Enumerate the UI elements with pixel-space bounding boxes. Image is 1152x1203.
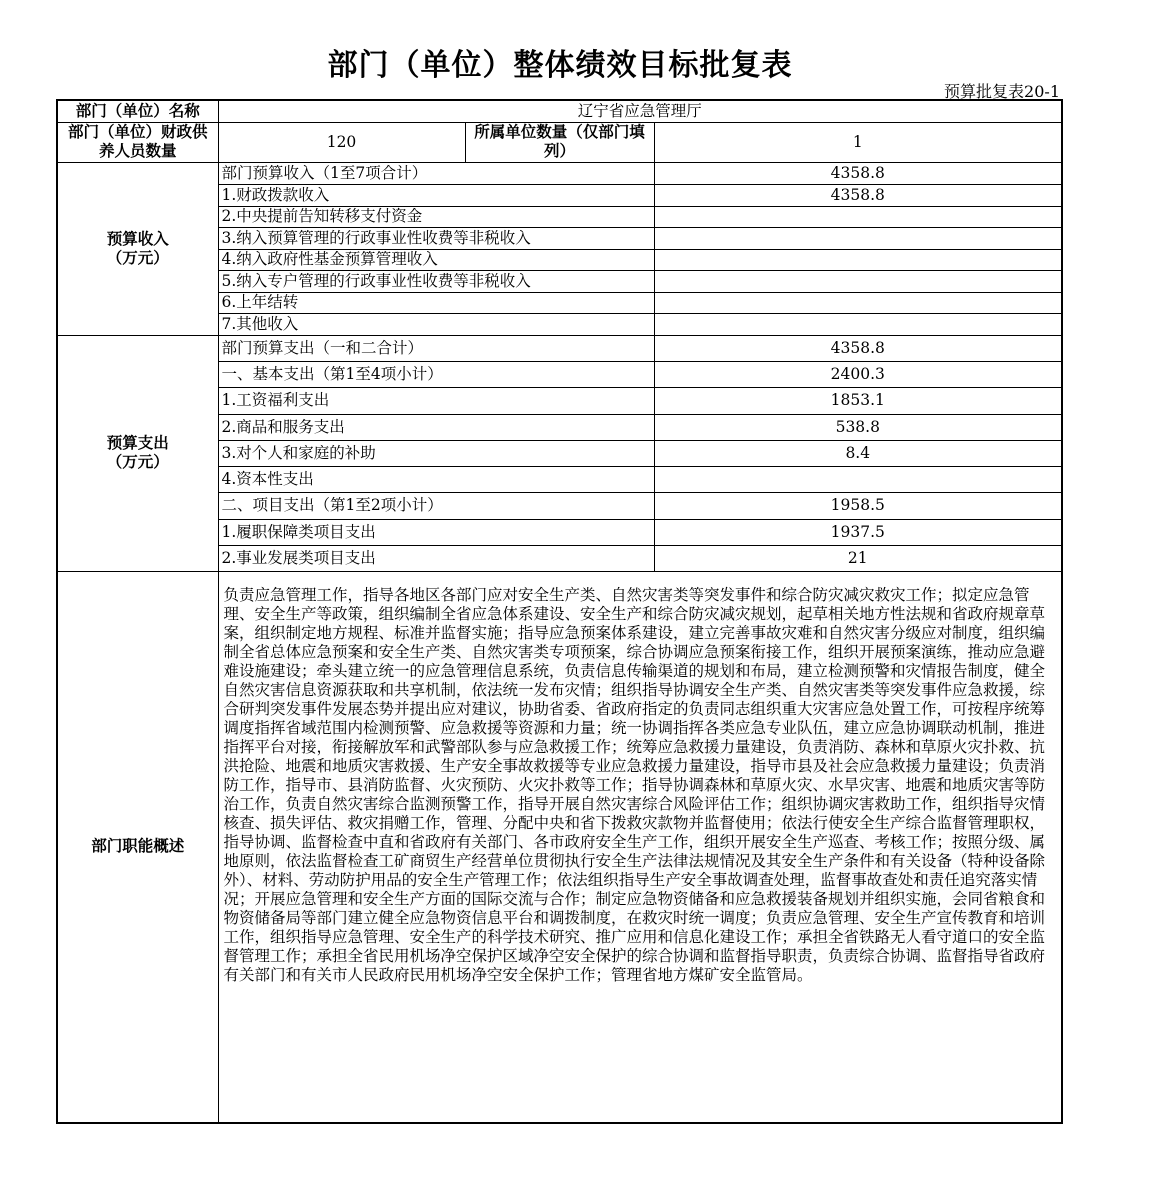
income-row-value bbox=[654, 292, 1062, 313]
expense-row-label: 一、基本支出（第1至4项小计） bbox=[218, 361, 654, 387]
expense-row-label: 2.商品和服务支出 bbox=[218, 414, 654, 440]
income-row-label: 部门预算收入（1至7项合计） bbox=[218, 162, 654, 184]
expense-row-value: 1937.5 bbox=[654, 519, 1062, 545]
staff-label: 部门（单位）财政供养人员数量 bbox=[57, 122, 218, 162]
staff-value: 120 bbox=[218, 122, 465, 162]
dept-name-row bbox=[57, 100, 1062, 122]
income-row-label: 3.纳入预算管理的行政事业性收费等非税收入 bbox=[218, 227, 654, 249]
income-row-label: 7.其他收入 bbox=[218, 313, 654, 335]
expense-row-value bbox=[654, 466, 1062, 492]
function-label: 部门职能概述 bbox=[57, 571, 218, 1123]
performance-target-table bbox=[56, 99, 1063, 1124]
expense-row-label: 3.对个人和家庭的补助 bbox=[218, 440, 654, 466]
expense-row-value: 8.4 bbox=[654, 440, 1062, 466]
income-row-value bbox=[654, 227, 1062, 249]
function-row bbox=[57, 571, 1062, 1123]
income-row-label: 2.中央提前告知转移支付资金 bbox=[218, 206, 654, 227]
expense-row-value: 538.8 bbox=[654, 414, 1062, 440]
expense-row-value: 2400.3 bbox=[654, 361, 1062, 387]
income-row-label: 1.财政拨款收入 bbox=[218, 184, 654, 206]
income-row-label: 5.纳入专户管理的行政事业性收费等非税收入 bbox=[218, 270, 654, 292]
page-title: 部门（单位）整体绩效目标批复表 bbox=[327, 48, 793, 83]
income-row-value bbox=[654, 249, 1062, 270]
dept-name-value: 辽宁省应急管理厅 bbox=[218, 100, 1062, 122]
income-row bbox=[57, 162, 1062, 184]
expense-row-label: 4.资本性支出 bbox=[218, 466, 654, 492]
expense-row-value: 1853.1 bbox=[654, 387, 1062, 414]
income-row-value: 4358.8 bbox=[654, 162, 1062, 184]
expense-row-value: 21 bbox=[654, 545, 1062, 571]
form-number: 预算批复表20-1 bbox=[944, 82, 1060, 101]
expense-section-title: 预算支出 bbox=[106, 434, 169, 452]
expense-row bbox=[57, 335, 1062, 361]
expense-row-value: 1958.5 bbox=[654, 492, 1062, 519]
income-row-value bbox=[654, 270, 1062, 292]
expense-row-label: 1.履职保障类项目支出 bbox=[218, 519, 654, 545]
expense-row-label: 部门预算支出（一和二合计） bbox=[218, 335, 654, 361]
income-section-unit: （万元） bbox=[106, 248, 169, 267]
income-row-label: 4.纳入政府性基金预算管理收入 bbox=[218, 249, 654, 270]
dept-name-label: 部门（单位）名称 bbox=[57, 100, 218, 122]
expense-row-label: 1.工资福利支出 bbox=[218, 387, 654, 414]
expense-row-label: 二、项目支出（第1至2项小计） bbox=[218, 492, 654, 519]
expense-section-unit: （万元） bbox=[106, 453, 169, 471]
staff-row bbox=[57, 122, 1062, 162]
income-row-label: 6.上年结转 bbox=[218, 292, 654, 313]
income-section-title: 预算收入 bbox=[106, 229, 169, 248]
expense-row-label: 2.事业发展类项目支出 bbox=[218, 545, 654, 571]
sub-units-value: 1 bbox=[654, 122, 1062, 162]
expense-section-label bbox=[57, 335, 218, 571]
income-row-value bbox=[654, 313, 1062, 335]
expense-row-value: 4358.8 bbox=[654, 335, 1062, 361]
income-row-value bbox=[654, 206, 1062, 227]
income-section-label bbox=[57, 162, 218, 335]
function-description: 负责应急管理工作，指导各地区各部门应对安全生产类、自然灾害类等突发事件和综合防灾减灾救灾工作；拟定应急管理、安全生产等政策，组织编制全省应急体系建设、安全生产和综合防灾减灾规划，起草相关地方性法规和省政府规章草案，组织制定地方规程、标准并监督实施；指导应急预案体系建设，建立完善事故灾难和自然灾害分级应对制度，组织编制全省总体应急预案和安全生产类、自然灾害类专项预案，综合协调应急预案衔接工作，组织开展预案演练，推动应急避难设施建设；牵头建立统一的应急管理信息系统，负责信息传输渠道的规划和布局，建立检测预警和灾情报告制度，健全自然灾害信息资源获取和共享机制，依法统一发布灾情；组织指导协调安全生产类、自然灾害类等突发事件应急救援，综合研判突发事件发展态势并提出应对建议，协助省委、省政府指定的负责同志组织重大灾害应急处置工作，可按程序统筹调度指挥省域范围内检测预警、应急救援等资源和力量；统一协调指挥各类应急专业队伍，建立应急协调联动机制，推进指挥平台对接，衔接解放军和武警部队参与应急救援工作；统筹应急救援力量建设，负责消防、森林和草原火灾扑救、抗洪抢险、地震和地质灾害救援、生产安全事故救援等专业应急救援力量建设，指导市县及社会应急救援力量建设；负责消防工作，指导市、县消防监督、火灾预防、火灾扑救等工作；指导协调森林和草原火灾、水旱灾害、地震和地质灾害等防治工作，负责自然灾害综合监测预警工作，指导开展自然灾害综合风险评估工作；组织协调灾害救助工作，组织指导灾情核查、损失评估、救灾捐赠工作，管理、分配中央和省下拨救灾款物并监督使用；依法行使安全生产综合监督管理职权，指导协调、监督检查中直和省政府有关部门、各市政府安全生产工作，组织开展安全生产巡查、考核工作；按照分级、属地原则，依法监督检查工矿商贸生产经营单位贯彻执行安全生产法律法规情况及其安全生产条件和有关设备（特种设备除外）、材料、劳动防护用品的安全生产管理工作；依法组织指导生产安全事故调查处理，监督事故查处和责任追究落实情况；开展应急管理和安全生产方面的国际交流与合作；制定应急物资储备和应急救援装备规划并组织实施，会同省粮食和物资储备局等部门建立健全应急物资信息平台和调拨制度，在救灾时统一调度；负责应急管理、安全生产宣传教育和培训工作，组织指导应急管理、安全生产的科学技术研究、推广应用和信息化建设工作；承担全省铁路无人看守道口的安全监督管理工作；承担全省民用机场净空保护区域净空安全保护的综合协调和监督指导职责，负责综合协调、监督指导省政府有关部门和有关市人民政府民用机场净空安全保护工作；管理省地方煤矿安全监管局。 bbox=[218, 571, 1062, 1123]
sub-units-label: 所属单位数量（仅部门填列） bbox=[465, 122, 654, 162]
income-row-value: 4358.8 bbox=[654, 184, 1062, 206]
